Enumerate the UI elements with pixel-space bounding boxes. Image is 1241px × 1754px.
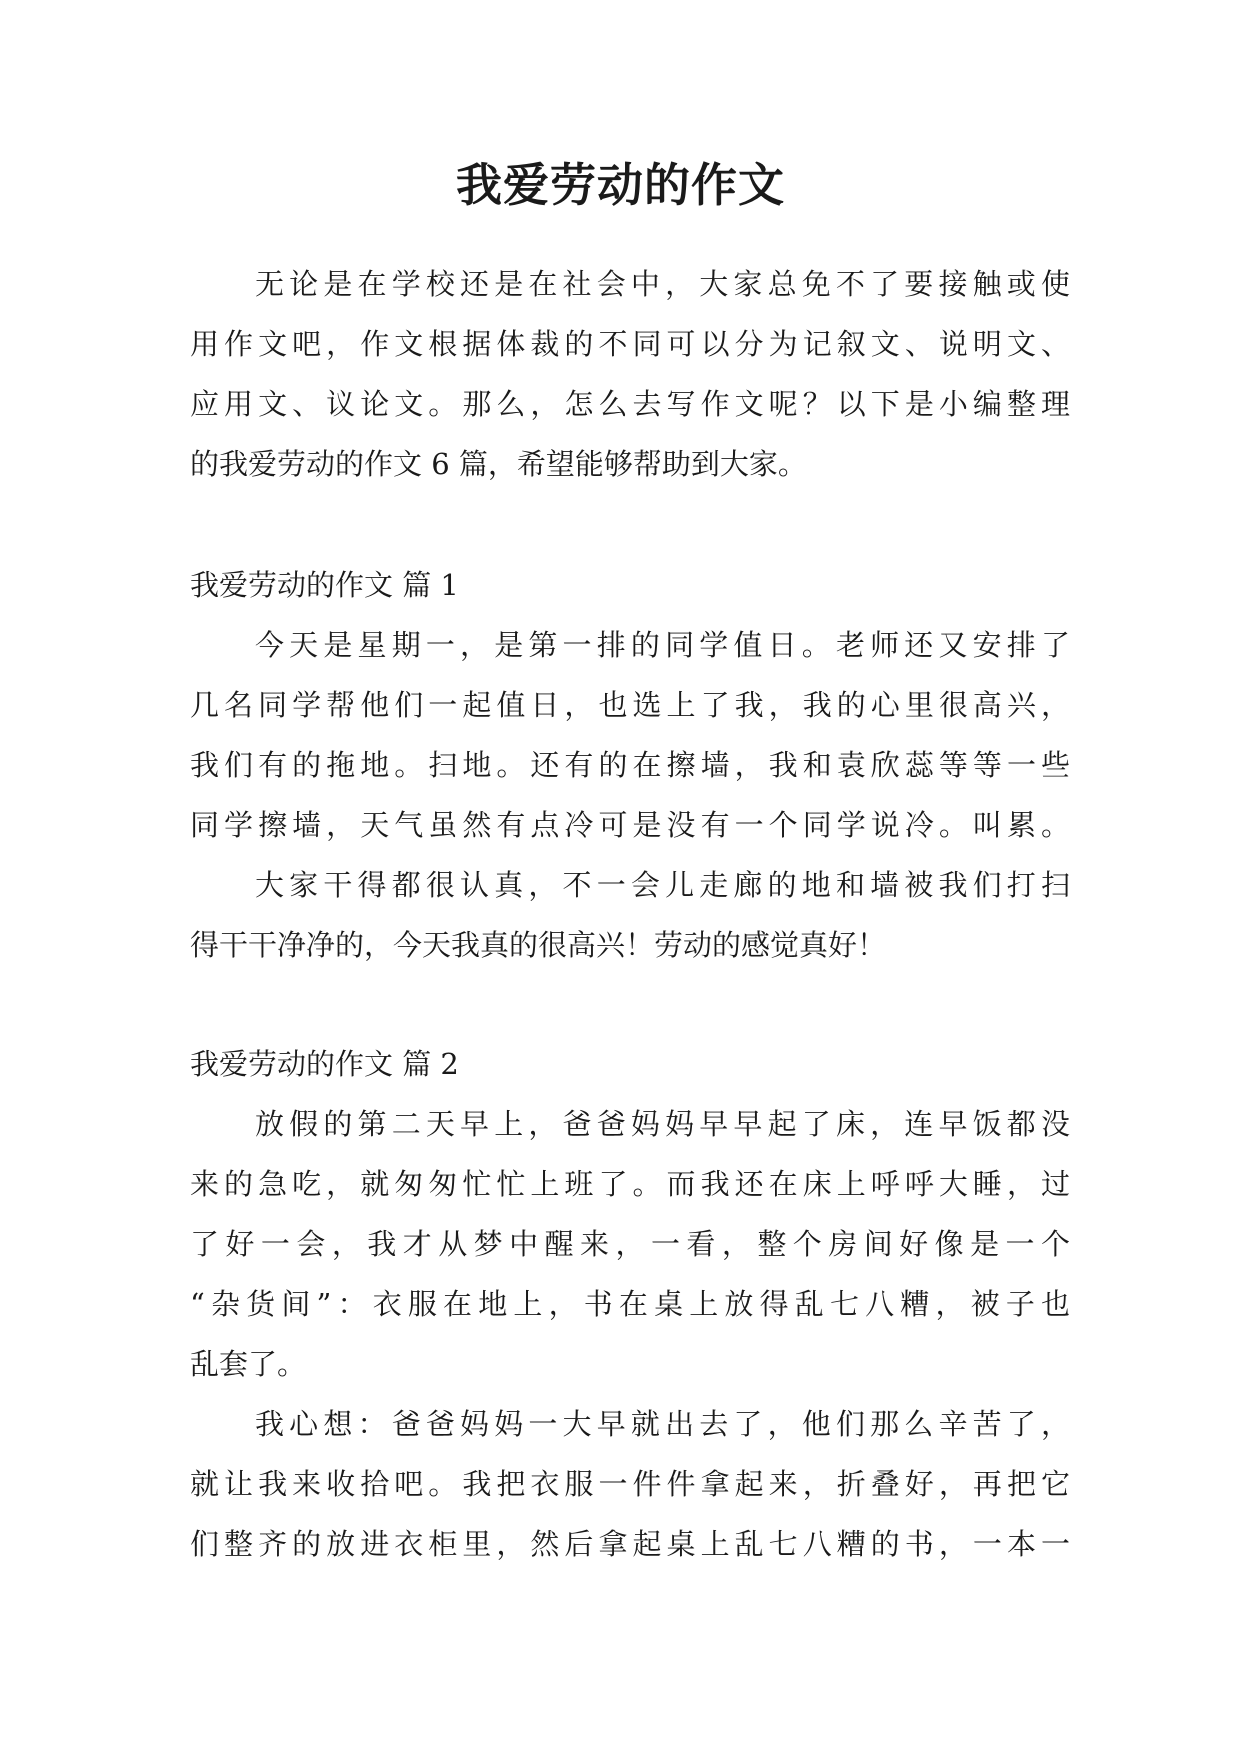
intro-line: 用作文吧，作文根据体裁的不同可以分为记叙文、说明文、 bbox=[190, 327, 1070, 361]
paragraph-line: 得干干净净的，今天我真的很高兴！劳动的感觉真好！ bbox=[190, 928, 887, 962]
paragraph-line: 来的急吃，就匆匆忙忙上班了。而我还在床上呼呼大睡，过 bbox=[190, 1167, 1070, 1201]
paragraph-line: 今天是星期一，是第一排的同学值日。老师还又安排了 bbox=[255, 628, 1070, 662]
intro-line: 的我爱劳动的作文 6 篇，希望能够帮助到大家。 bbox=[190, 447, 807, 481]
paragraph-line: 大家干得都很认真，不一会儿走廊的地和墙被我们打扫 bbox=[255, 868, 1070, 902]
section-heading: 我爱劳动的作文 篇 1 bbox=[190, 568, 459, 602]
paragraph-line: 我心想：爸爸妈妈一大早就出去了，他们那么辛苦了， bbox=[255, 1407, 1070, 1441]
paragraph-line: “杂货间”：衣服在地上，书在桌上放得乱七八糟，被子也 bbox=[190, 1287, 1070, 1321]
paragraph-line: 同学擦墙，天气虽然有点冷可是没有一个同学说冷。叫累。 bbox=[190, 808, 1070, 842]
intro-line: 应用文、议论文。那么，怎么去写作文呢？以下是小编整理 bbox=[190, 387, 1070, 421]
paragraph-line: 我们有的拖地。扫地。还有的在擦墙，我和袁欣蕊等等一些 bbox=[190, 748, 1070, 782]
intro-line: 无论是在学校还是在社会中，大家总免不了要接触或使 bbox=[255, 267, 1070, 301]
section-heading: 我爱劳动的作文 篇 2 bbox=[190, 1047, 459, 1081]
paragraph-line: 了好一会，我才从梦中醒来，一看，整个房间好像是一个 bbox=[190, 1227, 1070, 1261]
paragraph-line: 放假的第二天早上，爸爸妈妈早早起了床，连早饭都没 bbox=[255, 1107, 1070, 1141]
paragraph-line: 就让我来收拾吧。我把衣服一件件拿起来，折叠好，再把它 bbox=[190, 1467, 1070, 1501]
paragraph-line: 乱套了。 bbox=[190, 1347, 307, 1381]
paragraph-line: 几名同学帮他们一起值日，也选上了我，我的心里很高兴， bbox=[190, 688, 1070, 722]
document-title: 我爱劳动的作文 bbox=[456, 158, 785, 212]
paragraph-line: 们整齐的放进衣柜里，然后拿起桌上乱七八糟的书，一本一 bbox=[190, 1527, 1070, 1561]
